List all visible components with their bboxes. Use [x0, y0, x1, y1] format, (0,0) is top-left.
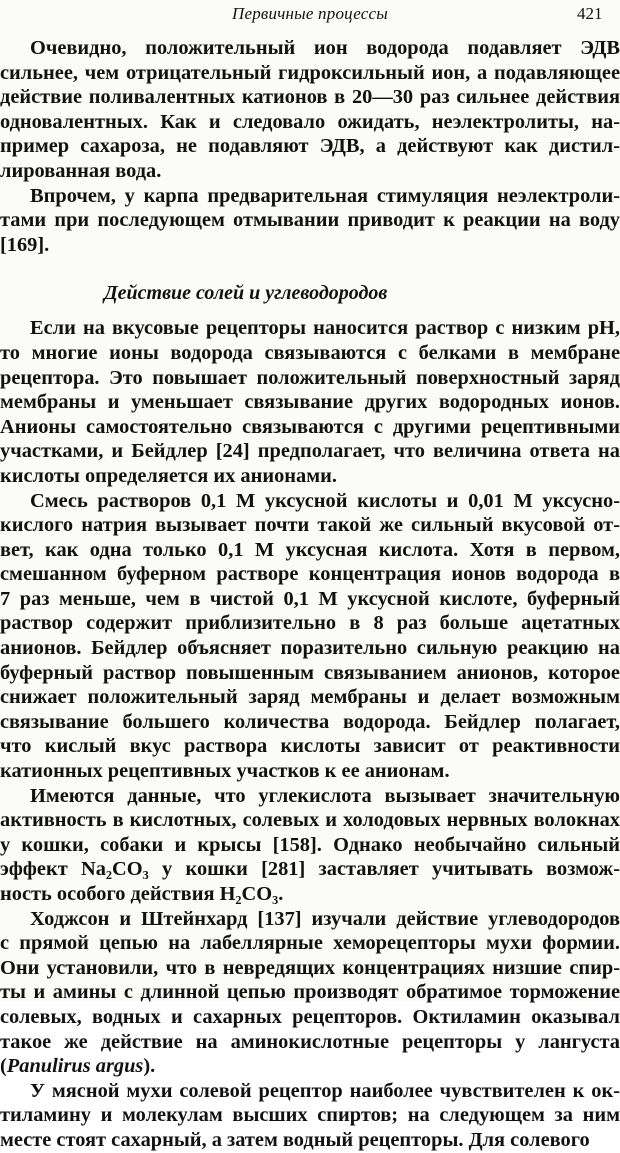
text-line: активность в кислотных, солевых и холодовых нервных волокнах — [0, 809, 620, 832]
text-line: действие поливалентных катионов в 20—30 раз сильнее действия — [0, 86, 620, 109]
text-line: Впрочем, у карпа предварительная стимуляция неэлектроли- — [30, 184, 620, 207]
text-line: месте стоят сахарный, а затем водный рецепторы. Для солевого — [0, 1128, 590, 1151]
text-line: то многие ионы водорода связываются с белками в мембране — [0, 341, 620, 364]
text-line: Если на вкусовые рецепторы наносится раствор с низким pH, — [30, 317, 620, 340]
text-line: с прямой цепью на лабеллярные хеморецепторы мухи формии. — [0, 932, 620, 955]
paragraph — [0, 36, 620, 184]
text-line: Ходжсон и Штейнхард [137] изучали действие углеводородов — [30, 907, 620, 930]
text-line: 7 раз меньше, чем в чистой 0,1 М уксусной кислоте, буферный — [0, 587, 620, 610]
text-line: кислого натрия вызывает почти такой же сильный вкусовой от- — [0, 514, 620, 537]
species-name: Panulirus argus — [6, 1055, 144, 1078]
text-line: лированная вода. — [0, 159, 162, 182]
body-text — [0, 36, 620, 1153]
text-line: ность особого действия H₂CO₃. — [0, 883, 284, 905]
paragraph — [0, 184, 620, 258]
paragraph — [0, 784, 620, 907]
text-line: анионов. Бейдлер объясняет поразительно сильную реакцию на — [0, 637, 620, 660]
paragraph — [0, 316, 620, 488]
text-line: что кислый вкус раствора кислоты зависит от реактивности — [0, 735, 620, 758]
text-line: кислоты определяется их анионами. — [0, 464, 337, 487]
text-line: снижает положительный заряд мембраны и делает возможным — [0, 686, 620, 709]
text-line: рецептора. Это повышает положительный поверхностный заряд — [0, 366, 620, 389]
text-line: катионных рецептивных участков к ее анионам. — [0, 760, 450, 783]
text-line: Смесь растворов 0,1 М уксусной кислоты и 0,01 М уксусно- — [30, 489, 620, 512]
text-line: солевых, водных и сахарных рецепторов. Октиламин оказывал — [0, 1005, 620, 1028]
running-head: Первичные процессы — [232, 4, 389, 23]
text-line: мембраны и уменьшает связывание других водородных ионов. — [0, 391, 620, 414]
text-line: тиламину и молекулам высших спиртов; на следующем за ним — [0, 1104, 620, 1127]
paragraph — [0, 1079, 620, 1153]
text-line: ты и амины с длинной цепью производят обратимое торможение — [0, 981, 620, 1004]
text-line: одновалентных. Как и следовало ожидать, неэлектролиты, на- — [0, 110, 620, 133]
text-line: Очевидно, положительный ион водорода подавляет ЭДВ — [30, 37, 620, 59]
text-line: сильнее, чем отрицательный гидроксильный ион, а подавляющее — [0, 61, 620, 84]
text-line: у кошки, собаки и крысы [158]. Однако необычайно сильный — [0, 833, 620, 856]
section-heading: Действие солей и углеводородов — [104, 282, 388, 305]
section-paragraphs — [0, 316, 620, 1152]
text-line: тами при последующем отмывании приводит к реакции на воду — [0, 209, 620, 232]
text-line: [169]. — [0, 233, 50, 256]
text-line: Имеются данные, что углекислота вызывает значительную — [30, 784, 620, 807]
text-line: эффект Na₂CO₃ у кошки [281] заставляет учитывать возмож- — [0, 858, 620, 881]
text-line: буферный раствор повышенным связыванием анионов, которое — [0, 661, 620, 684]
text-line: участками, и Бейдлер [24] предполагает, что величина ответа на — [0, 440, 620, 463]
text-line: Они установили, что в невредящих концентрациях низшие спир- — [0, 956, 620, 979]
paragraph — [0, 489, 620, 784]
text-line: связывание большего количества водорода. Бейдлер полагает, — [0, 710, 620, 733]
paragraph — [0, 907, 620, 1079]
text-line: такое же действие на аминокислотные рецепторы у лангуста — [0, 1030, 620, 1053]
text-line: У мясной мухи солевой рецептор наиболее чувствителен к ок- — [30, 1079, 620, 1102]
text-line: (Panulirus argus). — [0, 1055, 156, 1078]
text-line: смешанном буферном растворе концентрация ионов водорода в — [0, 563, 620, 586]
intro-paragraphs — [0, 36, 620, 257]
text-line: раствор содержит приблизительно в 8 раз больше ацетатных — [0, 612, 620, 635]
text-line: пример сахароза, не подавляют ЭДВ, а действуют как дистил- — [0, 135, 620, 158]
text-line: вет, как одна только 0,1 М уксусная кислота. Хотя в первом, — [0, 538, 620, 561]
text-line: Анионы самостоятельно связываются с другими рецептивными — [0, 415, 620, 438]
page-number: 421 — [577, 4, 603, 23]
